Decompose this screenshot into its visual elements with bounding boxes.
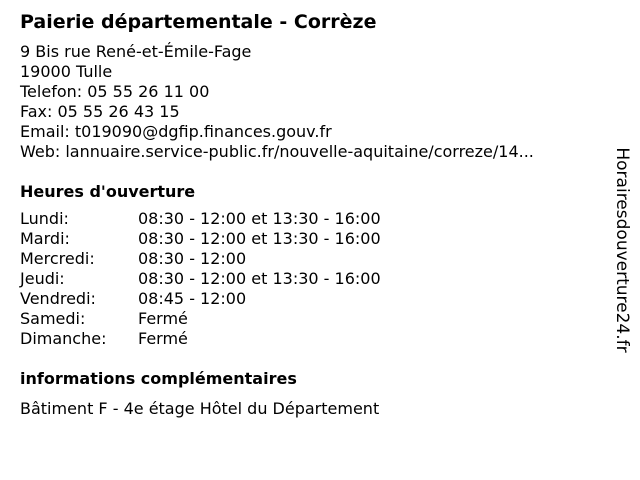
phone-text: Telefon: 05 55 26 11 00: [20, 82, 210, 101]
hours-row-wednesday: [20, 249, 600, 269]
site-watermark: Horairesdouverture24.fr: [612, 147, 632, 353]
hours-day-label: Dimanche:: [20, 329, 107, 348]
address-line-2: 19000 Tulle: [20, 62, 113, 81]
email-text: Email: t019090@dgfip.finances.gouv.fr: [20, 122, 332, 141]
hours-heading: Heures d'ouverture: [20, 182, 196, 201]
hours-time-value: Fermé: [138, 329, 188, 348]
hours-time-value: 08:30 - 12:00: [138, 249, 247, 268]
fax-text: Fax: 05 55 26 43 15: [20, 102, 180, 121]
business-card: [20, 10, 600, 419]
hours-time-value: Fermé: [138, 309, 188, 328]
hours-row-monday: [20, 209, 600, 229]
hours-row-saturday: [20, 309, 600, 329]
extra-info-heading: informations complémentaires: [20, 369, 297, 388]
hours-day-label: Lundi:: [20, 209, 69, 228]
hours-row-friday: [20, 289, 600, 309]
extra-info-text: Bâtiment F - 4e étage Hôtel du Département: [20, 399, 380, 418]
hours-day-label: Samedi:: [20, 309, 86, 328]
hours-row-tuesday: [20, 229, 600, 249]
page-title: Paierie départementale - Corrèze: [20, 11, 377, 33]
address-line-1: 9 Bis rue René-et-Émile-Fage: [20, 42, 252, 61]
hours-row-sunday: [20, 329, 600, 349]
hours-row-thursday: [20, 269, 600, 289]
hours-time-value: 08:30 - 12:00 et 13:30 - 16:00: [138, 209, 381, 228]
hours-time-value: 08:30 - 12:00 et 13:30 - 16:00: [138, 229, 381, 248]
hours-day-label: Mercredi:: [20, 249, 95, 268]
hours-time-value: 08:45 - 12:00: [138, 289, 247, 308]
web-text: Web: lannuaire.service-public.fr/nouvelle-aquitaine/correze/14...: [20, 142, 534, 161]
hours-day-label: Vendredi:: [20, 289, 96, 308]
hours-table: [20, 209, 600, 349]
hours-day-label: Mardi:: [20, 229, 70, 248]
hours-day-label: Jeudi:: [20, 269, 65, 288]
hours-time-value: 08:30 - 12:00 et 13:30 - 16:00: [138, 269, 381, 288]
